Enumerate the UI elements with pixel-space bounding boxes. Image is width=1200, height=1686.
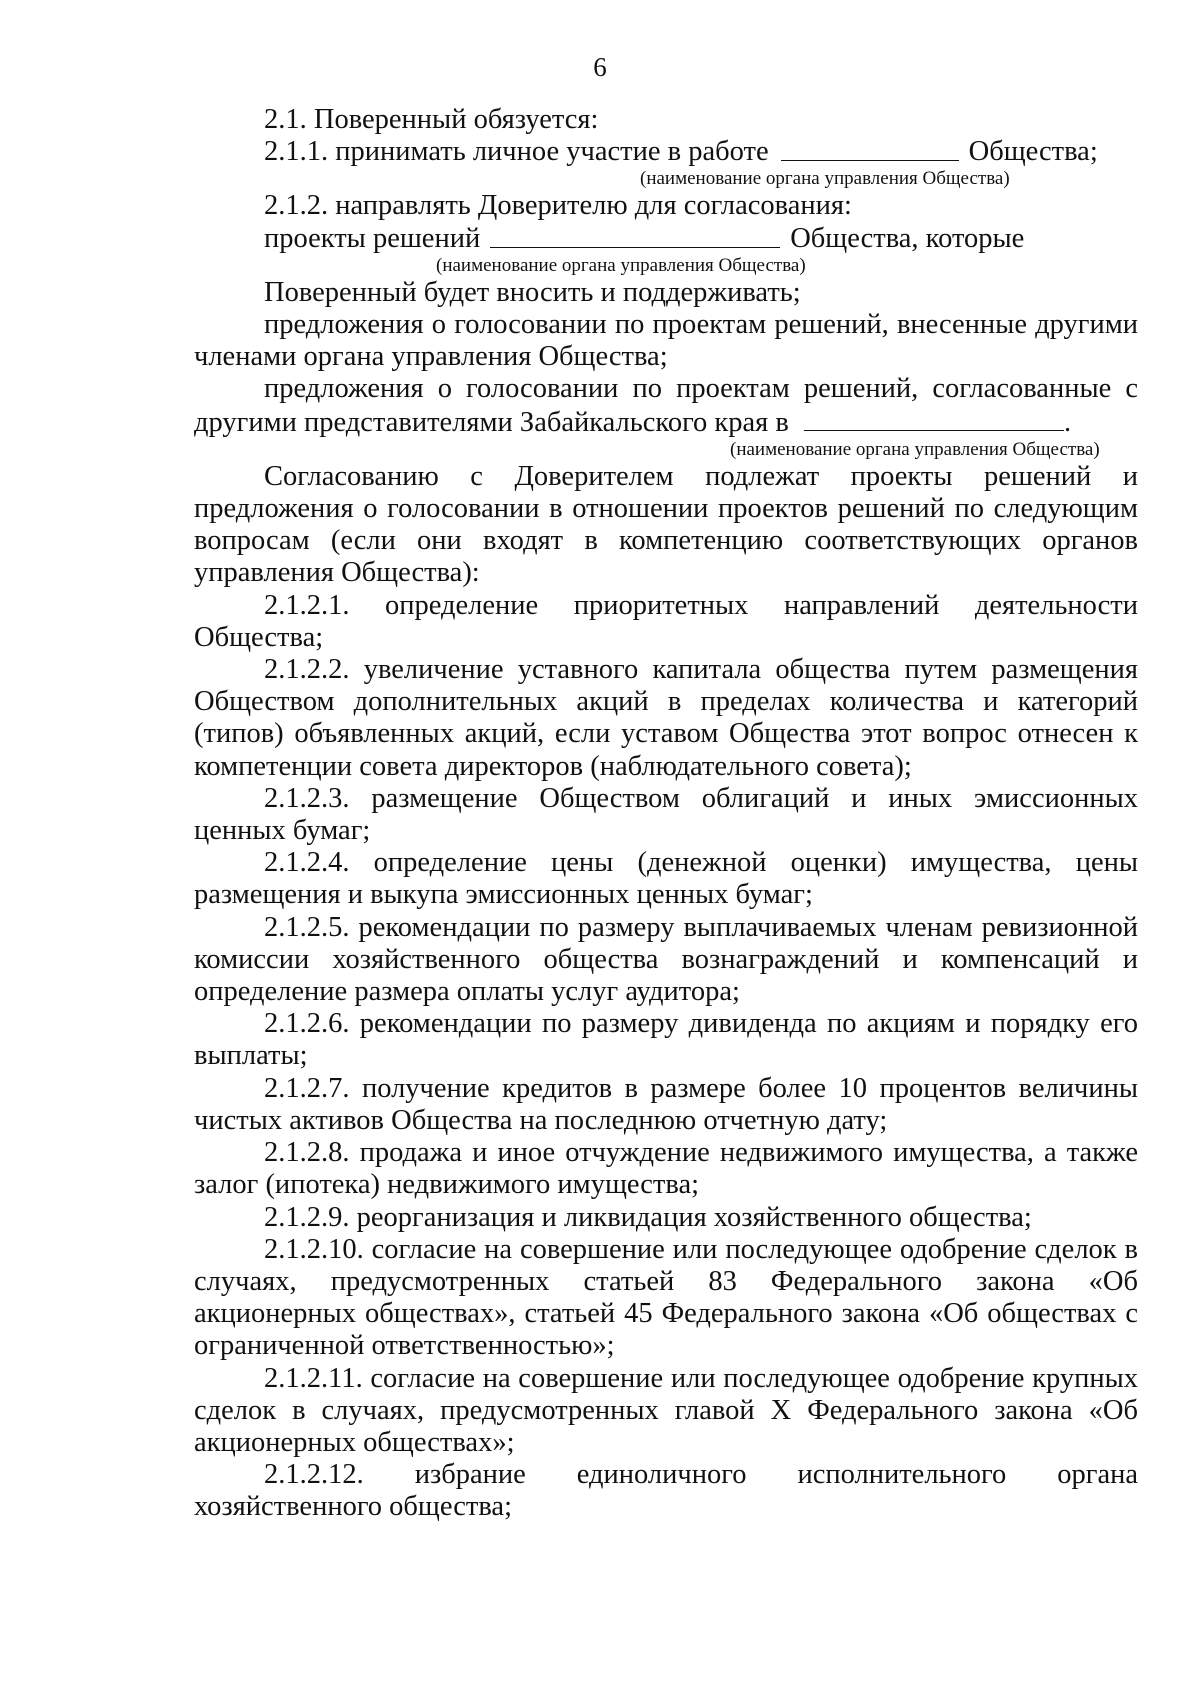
- section-2-1-2: 2.1.2. направлять Доверителю для согласования:: [264, 190, 852, 222]
- list-item: 2.1.2.3. размещение Обществом облигаций и иных эмиссионных ценных бумаг;: [194, 782, 1138, 847]
- list-item: 2.1.2.8. продажа и иное отчуждение недвижимого имущества, а также залог (ипотека) недвижимого имущества;: [194, 1137, 1138, 1201]
- list-item: 2.1.2.5. рекомендации по размеру выплачиваемых членам ревизионной комиссии хозяйственного общества вознаграждений и компенсаций и определение размера оплаты услуг аудитора;: [194, 911, 1138, 1008]
- proposals-2: [194, 373, 1138, 438]
- list-item: 2.1.2.6. рекомендации по размеру дивиденда по акциям и порядку его выплаты;: [194, 1008, 1138, 1072]
- proposals-2-text: предложения о голосовании по проектам решений, согласованные с другими представителями Забайкальского края в: [194, 373, 1138, 438]
- document-body: [194, 104, 1138, 1524]
- blank-hint: (наименование органа управления Общества): [640, 168, 1010, 190]
- list-item: 2.1.2.1. определение приоритетных направлений деятельности Общества;: [194, 589, 1138, 653]
- section-2-1-1: [194, 136, 1138, 168]
- blank-line: [490, 223, 780, 248]
- drafts-line: [194, 223, 1138, 255]
- blank-line: [781, 136, 959, 161]
- drafts-text: проекты решений: [264, 222, 481, 254]
- section-2-1: 2.1. Поверенный обязуется:: [264, 104, 599, 135]
- blank-hint: (наименование органа управления Общества): [730, 438, 1100, 460]
- blank-hint: (наименование органа управления Общества): [436, 254, 806, 276]
- list-item: 2.1.2.7. получение кредитов в размере более 10 процентов величины чистых активов Общества на последнюю отчетную дату;: [194, 1072, 1138, 1136]
- list-item: 2.1.2.4. определение цены (денежной оценки) имущества, цены размещения и выкупа эмиссионных ценных бумаг;: [194, 847, 1138, 911]
- proposals-2-end: .: [1064, 406, 1072, 438]
- section-2-1-1-text: 2.1.1. принимать личное участие в работе: [264, 136, 769, 168]
- list-item: 2.1.2.10. согласие на совершение или последующее одобрение сделок в случаях, предусмотренных статьей 83 Федерального закона «Об акционерных обществах», статьей 45 Федерального закона «Об обществах с ограниченной ответственностью»;: [194, 1233, 1138, 1362]
- drafts-suffix: Общества, которые: [790, 222, 1025, 254]
- section-2-1-1-suffix: Общества;: [968, 136, 1098, 168]
- page-number: 6: [593, 52, 607, 82]
- agreement-paragraph: Согласованию с Доверителем подлежат проекты решений и предложения о голосовании в отношении проектов решений по следующим вопросам (если они входят в компетенцию соответствующих органов управления Общества):: [194, 460, 1138, 589]
- list-item: 2.1.2.12. избрание единоличного исполнительного органа хозяйственного общества;: [194, 1459, 1138, 1523]
- blank-line: [804, 406, 1064, 431]
- will-submit: Поверенный будет вносить и поддерживать;: [264, 276, 801, 308]
- list-item: 2.1.2.11. согласие на совершение или последующее одобрение крупных сделок в случаях, предусмотренных главой X Федерального закона «Об акционерных обществах»;: [194, 1362, 1138, 1458]
- proposals-1: предложения о голосовании по проектам решений, внесенные другими членами органа управления Общества;: [194, 309, 1138, 373]
- list-item: 2.1.2.9. реорганизация и ликвидация хозяйственного общества;: [264, 1201, 1032, 1233]
- list-item: 2.1.2.2. увеличение уставного капитала общества путем размещения Обществом дополнительных акций в пределах количества и категорий (типов) объявленных акций, если уставом Общества этот вопрос отнесен к компетенции совета директоров (наблюдательного совета);: [194, 654, 1138, 782]
